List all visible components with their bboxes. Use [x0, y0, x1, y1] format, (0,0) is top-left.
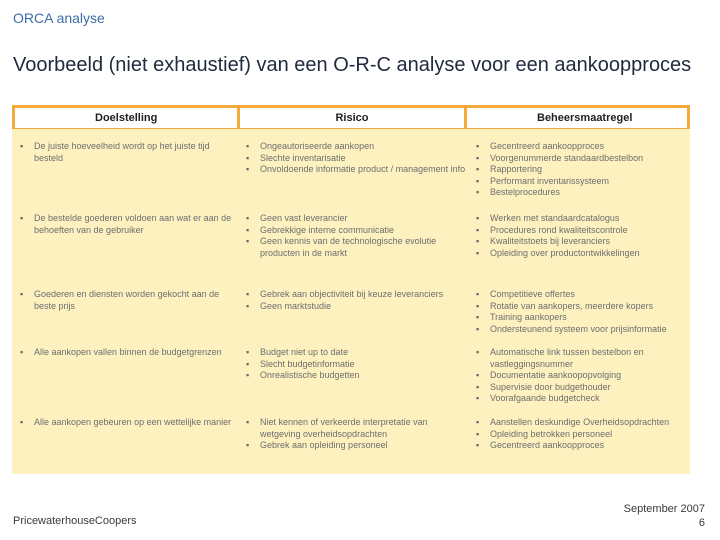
list-item: ▪ Aanstellen deskundige Overheidsopdrachten	[474, 417, 690, 429]
list-item: ▪ De juiste hoeveelheid wordt op het juiste tijd besteld	[18, 141, 240, 164]
list-item: ▪ Gebrek aan opleiding personeel	[244, 440, 470, 452]
bullet-list	[474, 417, 690, 452]
bullet-list	[18, 417, 240, 429]
list-item: ▪ Bestelprocedures	[474, 187, 690, 199]
cell-doelstelling	[12, 417, 240, 467]
table-row	[12, 141, 690, 213]
list-item: ▪ Onrealistische budgetten	[244, 370, 470, 382]
cell-risico	[240, 347, 470, 417]
list-item: ▪ Opleiding betrokken personeel	[474, 429, 690, 441]
cell-risico	[240, 141, 470, 213]
list-item: ▪ Alle aankopen gebeuren op een wettelijke manier	[18, 417, 240, 429]
list-item: ▪ Supervisie door budgethouder	[474, 382, 690, 394]
list-item: ▪ Niet kennen of verkeerde interpretatie van wetgeving overheidsopdrachten	[244, 417, 470, 440]
cell-beheersmaatregel	[470, 141, 690, 213]
list-item: ▪ Performant inventarissysteem	[474, 176, 690, 188]
table-row	[12, 417, 690, 467]
list-item: ▪ Gebrek aan objectiviteit bij keuze leveranciers	[244, 289, 470, 301]
list-item: ▪ Competitieve offertes	[474, 289, 690, 301]
list-item: ▪ Ongeautoriseerde aankopen	[244, 141, 470, 153]
bullet-list	[18, 347, 240, 359]
column-header-beheersmaatregel: Beheersmaatregel	[467, 108, 687, 128]
list-item: ▪ Rotatie van aankopers, meerdere kopers	[474, 301, 690, 313]
bullet-list	[244, 289, 470, 312]
list-item: ▪ Voorafgaande budgetcheck	[474, 393, 690, 405]
cell-doelstelling	[12, 347, 240, 417]
cell-beheersmaatregel	[470, 213, 690, 289]
bullet-list	[474, 213, 690, 259]
bullet-list	[474, 347, 690, 405]
orc-analysis-table	[12, 105, 690, 474]
cell-risico	[240, 289, 470, 347]
cell-doelstelling	[12, 213, 240, 289]
list-item: ▪ Goederen en diensten worden gekocht aan de beste prijs	[18, 289, 240, 312]
table-row	[12, 289, 690, 347]
cell-doelstelling	[12, 141, 240, 213]
list-item: ▪ Geen marktstudie	[244, 301, 470, 313]
list-item: ▪ Training aankopers	[474, 312, 690, 324]
bullet-list	[474, 289, 690, 335]
list-item: ▪ Geen kennis van de technologische evolutie producten in de markt	[244, 236, 470, 259]
list-item: ▪ Rapportering	[474, 164, 690, 176]
bullet-list	[244, 417, 470, 452]
list-item: ▪ Ondersteunend systeem voor prijsinformatie	[474, 324, 690, 336]
list-item: ▪ Slecht budgetinformatie	[244, 359, 470, 371]
bullet-list	[244, 347, 470, 382]
cell-risico	[240, 417, 470, 467]
list-item: ▪ Gecentreerd aankoopproces	[474, 440, 690, 452]
column-header-risico: Risico	[240, 108, 464, 128]
list-item: ▪ Slechte inventarisatie	[244, 153, 470, 165]
list-item: ▪ Onvoldoende informatie product / management info	[244, 164, 470, 176]
list-item: ▪ Werken met standaardcatalogus	[474, 213, 690, 225]
table-header	[12, 105, 690, 129]
bullet-list	[18, 141, 240, 164]
table-row	[12, 213, 690, 289]
cell-beheersmaatregel	[470, 347, 690, 417]
page-title: Voorbeeld (niet exhaustief) van een O-R-C analyse voor een aankoopproces	[13, 54, 692, 76]
footer-company: PricewaterhouseCoopers	[13, 515, 137, 527]
list-item: ▪ Documentatie aankoopopvolging	[474, 370, 690, 382]
list-item: ▪ Geen vast leverancier	[244, 213, 470, 225]
section-label: ORCA analyse	[13, 10, 105, 26]
page-number: 6	[698, 517, 705, 529]
bullet-list	[244, 141, 470, 176]
list-item: ▪ Alle aankopen vallen binnen de budgetgrenzen	[18, 347, 240, 359]
list-item: ▪ Automatische link tussen bestelbon en vastleggingsnummer	[474, 347, 690, 370]
list-item: ▪ Gebrekkige interne communicatie	[244, 225, 470, 237]
cell-risico	[240, 213, 470, 289]
column-header-doelstelling: Doelstelling	[15, 108, 237, 128]
list-item: ▪ Opleiding over productontwikkelingen	[474, 248, 690, 260]
bullet-list	[244, 213, 470, 259]
bullet-list	[18, 289, 240, 312]
cell-beheersmaatregel	[470, 417, 690, 467]
table-row	[12, 347, 690, 417]
cell-beheersmaatregel	[470, 289, 690, 347]
list-item: ▪ Budget niet up to date	[244, 347, 470, 359]
footer-meta	[624, 502, 705, 530]
list-item: ▪ De bestelde goederen voldoen aan wat er aan de behoeften van de gebruiker	[18, 213, 240, 236]
footer-date: September 2007	[623, 503, 705, 515]
bullet-list	[18, 213, 240, 236]
list-item: ▪ Gecentreerd aankoopproces	[474, 141, 690, 153]
bullet-list	[474, 141, 690, 199]
list-item: ▪ Voorgenummerde standaardbestelbon	[474, 153, 690, 165]
list-item: ▪ Kwaliteitstoets bij leveranciers	[474, 236, 690, 248]
list-item: ▪ Procedures rond kwaliteitscontrole	[474, 225, 690, 237]
table-body	[12, 141, 690, 467]
cell-doelstelling	[12, 289, 240, 347]
